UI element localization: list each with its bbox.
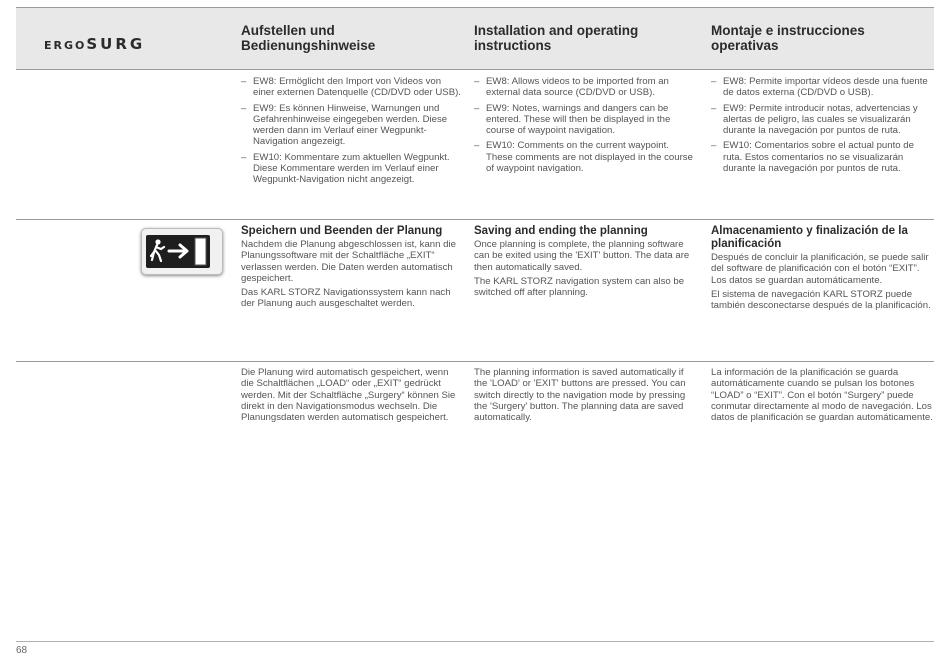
paragraph: Nachdem die Planung abgeschlossen ist, kann die Planungssoftware mit der Schaltfläche „EXIT“ verlassen werden. Die Daten werden automatisch gespeichert. [241,239,456,284]
paragraph: Die Planung wird automatisch gespeichert, wenn die Schaltflächen „LOAD“ oder „EXIT“ gedrückt werden. Mit der Schaltfläche „Surgery“ können Sie direkt in den Navigationsmodus wechseln. Die Planungsdaten werden automatisch gespeichert. [241,367,456,424]
paragraph: The planning information is saved automatically if the 'LOAD' or 'EXIT' buttons are pressed. You can switch directly to the navigation mode by pressing the 'Surgery' button. The planning data are saved automatically. [474,367,686,424]
section-divider [16,361,934,362]
footer-divider [16,641,934,642]
page-number: 68 [16,645,28,656]
ergosurg-logo [44,34,145,53]
list-item: – EW8: Permite importar vídeos desde una fuente de datos externa (CD/DVD o USB). [711,76,928,99]
section-title: Saving and ending the planning [474,225,648,237]
section-divider [16,219,934,220]
section1-english [474,76,696,178]
paragraph: Después de concluir la planificación, se puede salir del software de planificación con el botón “EXIT”. Los datos se guardan automáticamente. [711,252,929,286]
list-item: – EW9: Es können Hinweise, Warnungen und Gefahrenhinweise eingegeben werden. Diese werden dann im Verlauf einer Wegpunkt-Navigation angezeigt. [241,102,448,148]
paragraph: Once planning is complete, the planning software can be exited using the 'EXIT' button. The data are then automatically saved. [474,239,690,273]
section2-german [241,225,461,313]
section3-english [474,367,696,426]
list-item: – EW9: Notes, warnings and dangers can be entered. These will then be displayed in the course of waypoint navigation. [474,102,671,137]
list-item: – EW9: Permite introducir notas, advertencias y alertas de peligro, las cuales se visualizarán durante la navegación por puntos de ruta. [711,102,918,137]
list-item: – EW8: Ermöglicht den Import von Videos von einer externen Datenquelle (CD/DVD oder USB). [241,76,461,99]
paragraph: La información de la planificación se guarda automáticamente cuando se pulsan los botones “LOAD” o “EXIT”. Con el botón “Surgery” puede conmutar directamente al modo de navegación. Los datos de planificación se guardan automáticamente. [711,367,933,424]
paragraph: The KARL STORZ navigation system can also be switched off after planning. [474,275,685,299]
section1-spanish [711,76,933,178]
section2-english [474,225,696,301]
exit-button-icon [141,228,223,275]
section3-spanish [711,367,933,426]
logo-prefix: ERGO [44,39,87,52]
section-title: Speichern und Beenden der Planung [241,225,443,237]
paragraph: El sistema de navegación KARL STORZ puede también desconectarse después de la planificación. [711,288,931,312]
section2-spanish [711,225,933,314]
section3-german [241,367,461,426]
list-item: – EW10: Comentarios sobre el actual punto de ruta. Estos comentarios no se visualizarán durante la navegación por puntos de ruta. [711,140,914,175]
logo-suffix: SURG [86,35,146,53]
column-heading-spanish: Montaje e instrucciones operativas [711,23,865,53]
column-heading-german: Aufstellen und Bedienungshinweise [241,23,376,53]
paragraph: Das KARL STORZ Navigationssystem kann nach der Planung auch ausgeschaltet werden. [241,287,451,310]
section1-german [241,76,461,190]
section-title: Almacenamiento y finalización de la planificación [711,225,908,250]
list-item: – EW8: Allows videos to be imported from an external data source (CD/DVD or USB). [474,76,669,99]
list-item: – EW10: Kommentare zum aktuellen Wegpunkt. Diese Kommentare werden im Verlauf einer Wegpunkt-Navigation nicht angezeigt. [241,151,450,186]
exit-icon [142,229,222,274]
list-item: – EW10: Comments on the current waypoint. These comments are not displayed in the course of waypoint navigation. [474,140,693,175]
column-heading-english: Installation and operating instructions [474,23,639,53]
